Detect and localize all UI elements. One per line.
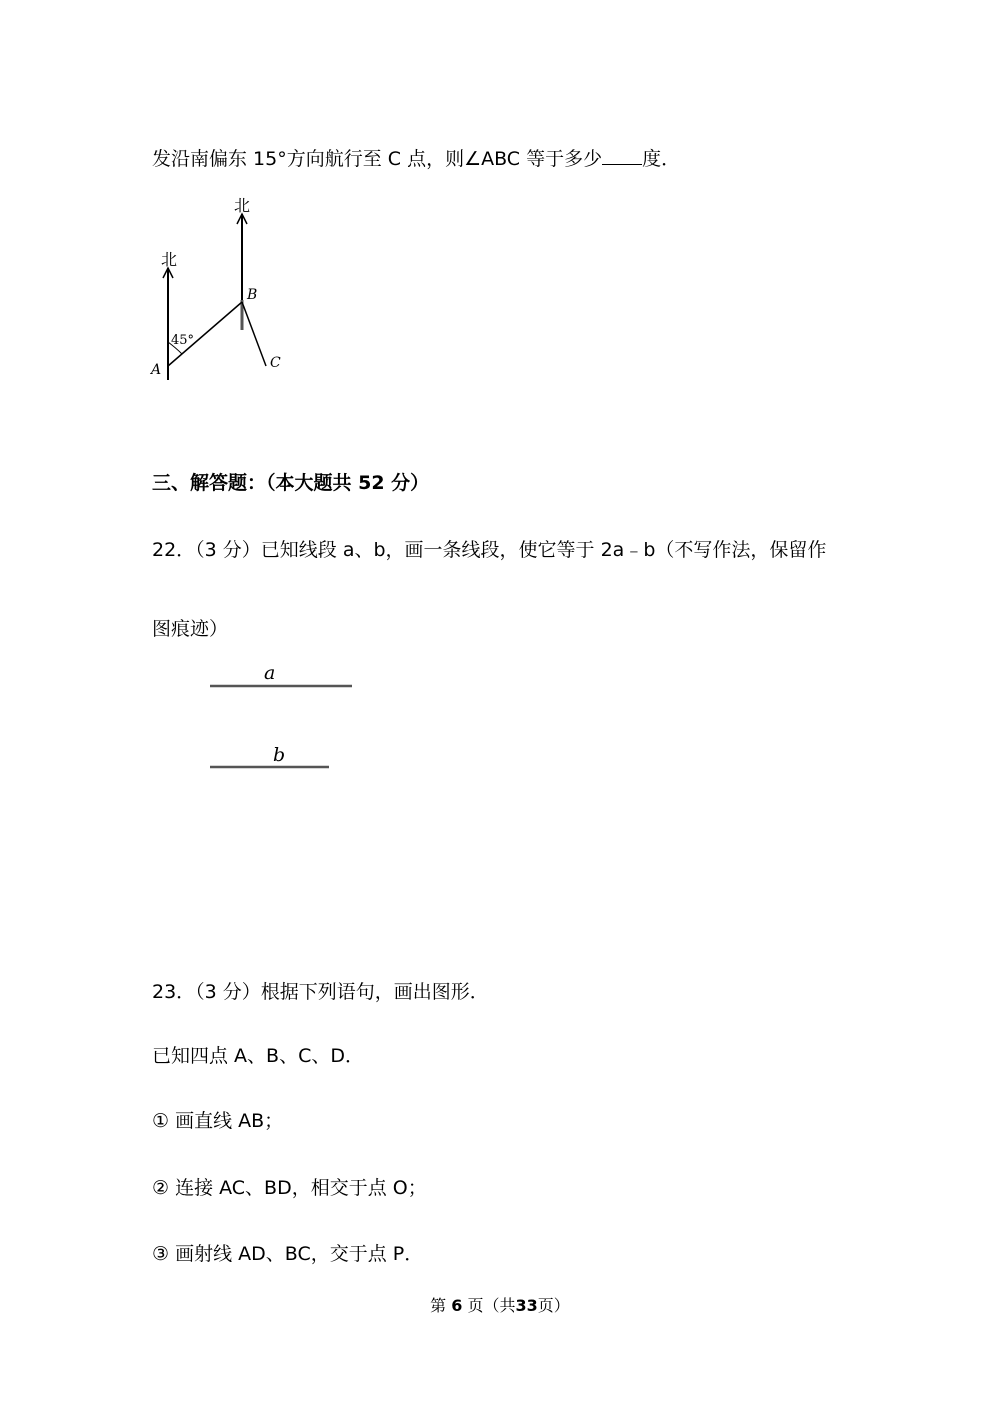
q21-answer-blank xyxy=(602,146,642,165)
footer-suffix: 页） xyxy=(537,1296,570,1315)
section-heading: 三、解答题：（本大题共 52 分） xyxy=(152,472,430,494)
q23-step2: ② 连接 AC、BD，相交于点 O； xyxy=(152,1177,427,1199)
segment-a-label: a xyxy=(264,662,276,684)
q23-step1: ① 画直线 AB； xyxy=(152,1110,284,1132)
q22-line1: 22．（3 分）已知线段 a、b，画一条线段，使它等于 2a﹣b（不写作法，保留作 xyxy=(152,539,827,561)
footer-prefix: 第 xyxy=(430,1296,447,1315)
footer-middle: 页（共 xyxy=(467,1296,516,1315)
q23-title: 23．（3 分）根据下列语句，画出图形． xyxy=(152,981,489,1003)
segment-b-label: b xyxy=(273,744,286,766)
q22-line2: 图痕迹） xyxy=(152,618,229,640)
page-footer xyxy=(0,1294,1000,1318)
point-label-b: B xyxy=(247,287,258,303)
q23-given: 已知四点 A、B、C、D． xyxy=(152,1045,364,1067)
north-label-top: 北 xyxy=(234,196,251,215)
q23-step3: ③ 画射线 AD、BC，交于点 P． xyxy=(152,1243,424,1265)
point-label-a: A xyxy=(151,362,162,378)
angle-label-45: 45° xyxy=(171,333,195,348)
q21-text-before: 发沿南偏东 15°方向航行至 C 点，则∠ABC 等于多少 xyxy=(152,148,603,170)
footer-total-pages: 33 xyxy=(515,1296,538,1315)
q21-text-after: 度． xyxy=(642,148,681,170)
north-label-left: 北 xyxy=(161,250,178,269)
segment-bc xyxy=(242,302,266,366)
footer-page-number: 6 xyxy=(451,1296,463,1315)
point-label-c: C xyxy=(270,355,281,371)
q21-text-line xyxy=(152,146,680,171)
q21-direction-figure xyxy=(140,190,310,390)
q22-segments-figure xyxy=(200,655,370,780)
